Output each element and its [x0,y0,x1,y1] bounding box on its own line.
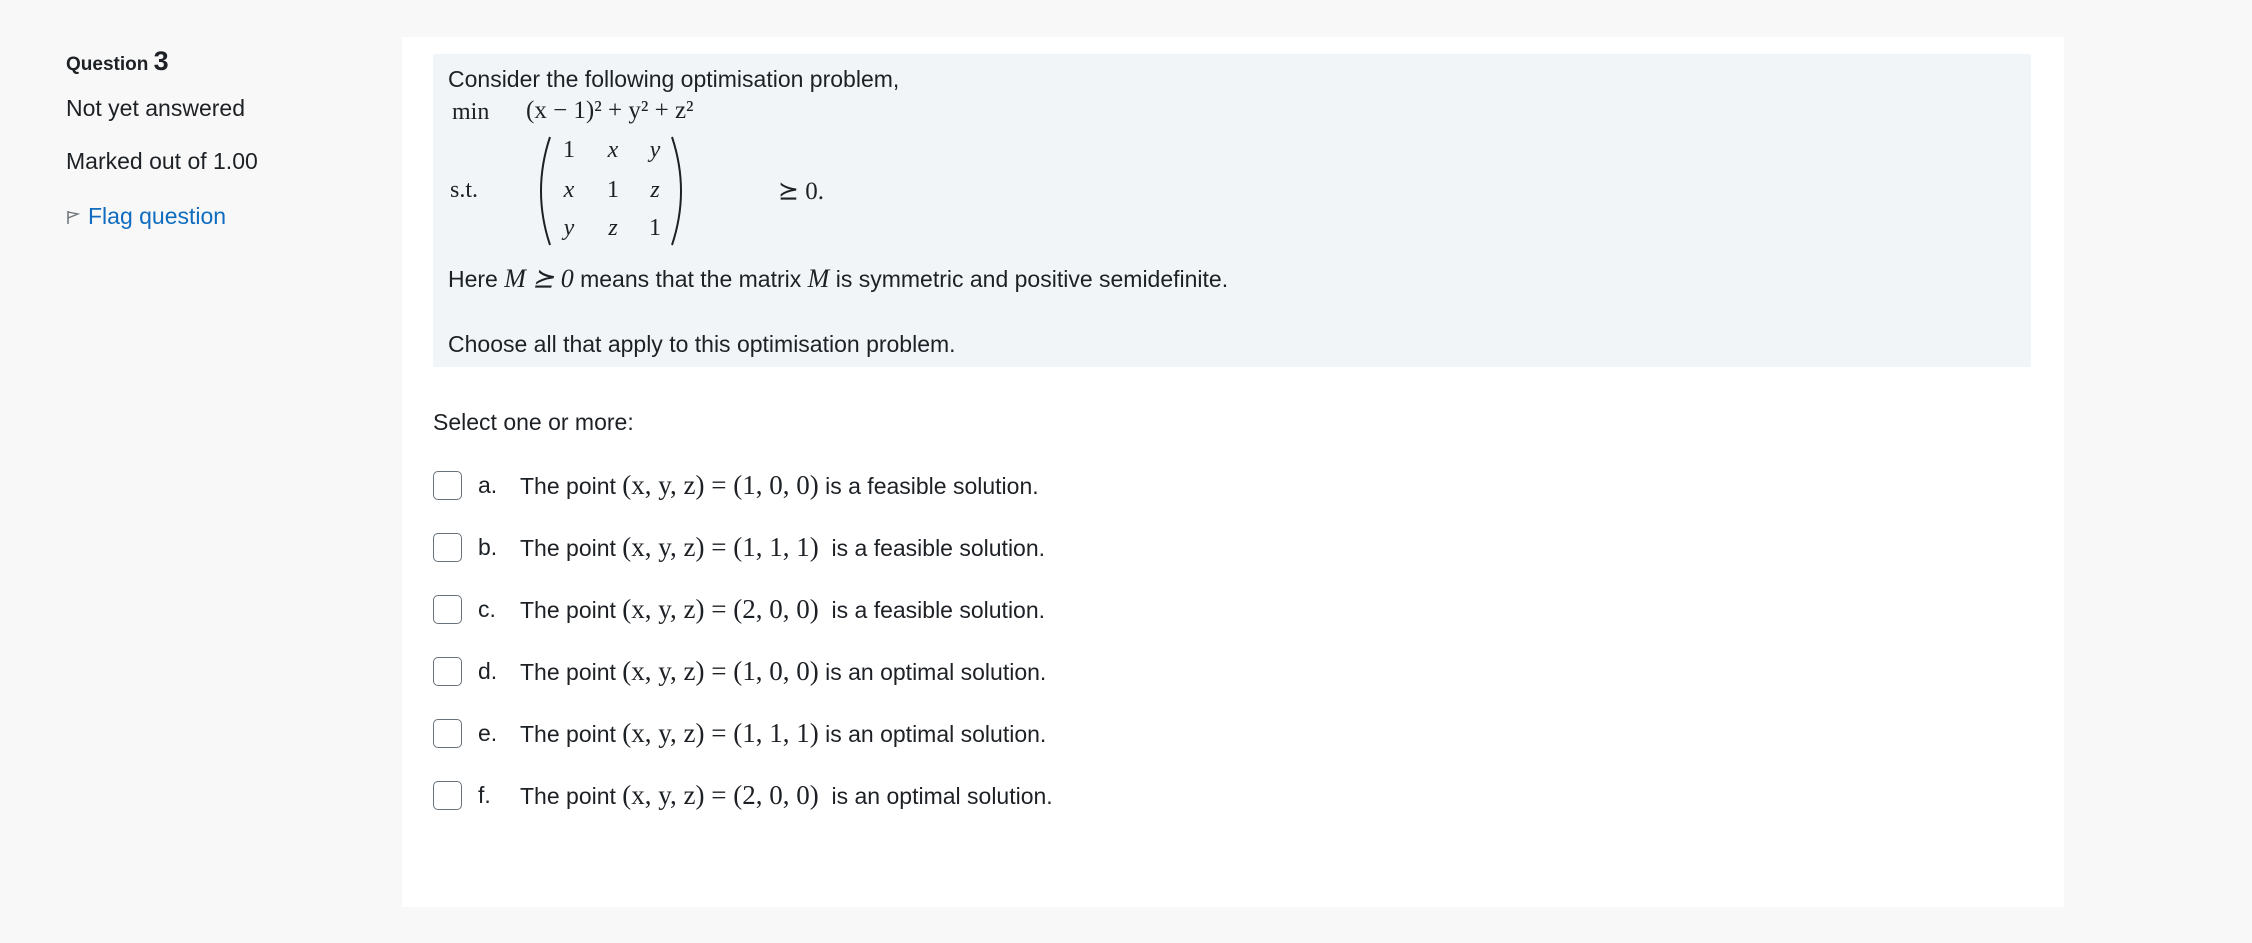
answer-checkbox[interactable] [433,781,462,810]
answer-text-pre: The point [520,596,623,623]
answer-text [520,780,1053,811]
answer-option-a[interactable] [433,454,1633,516]
matrix-cell: x [563,177,575,203]
answer-text [520,656,1046,687]
flag-question-link[interactable] [66,201,366,231]
question-grade: Marked out of 1.00 [66,148,258,174]
answer-text-post: is a feasible solution. [818,596,1046,623]
answer-checkbox[interactable] [433,471,462,500]
matrix-cell: x [607,137,619,163]
answer-block [433,409,1633,826]
answer-text-post: is an optimal solution. [818,782,1053,809]
answer-text-post: is a feasible solution. [818,472,1039,499]
answer-checkbox[interactable] [433,657,462,686]
flag-question-label: Flag question [88,202,227,229]
psd-note-pre: Here [448,266,505,292]
answer-list [433,454,1633,826]
answer-letter: d. [478,657,498,684]
answer-checkbox[interactable] [433,533,462,562]
psd-constraint: ⪰ 0. [778,178,824,205]
answer-text [520,718,1046,749]
answer-text-pre: The point [520,658,623,685]
answer-text-pre: The point [520,472,623,499]
optimisation-problem [448,97,2016,257]
answer-checkbox[interactable] [433,595,462,624]
flag-icon [66,201,80,231]
answer-option-d[interactable] [433,640,1633,702]
min-label: min [452,99,490,125]
matrix-cell: 1 [563,137,575,163]
answer-letter: a. [478,471,498,498]
matrix-cell: 1 [649,215,661,241]
matrix-cell: y [649,137,661,163]
matrix-cell: y [563,215,575,241]
answer-math: (x, y, z) = (1, 0, 0) [622,469,819,500]
answer-option-f[interactable] [433,764,1633,826]
psd-note-mid: means that the matrix [573,266,808,292]
answer-letter: b. [478,533,498,560]
answer-text [520,594,1045,625]
question-info [66,46,366,231]
answer-checkbox[interactable] [433,719,462,748]
answer-letter: c. [478,595,496,622]
answer-math: (x, y, z) = (1, 0, 0) [622,655,819,686]
answer-text-post: is an optimal solution. [818,658,1047,685]
psd-note-post: is symmetric and positive semidefinite. [829,266,1229,292]
answer-text-post: is a feasible solution. [818,534,1046,561]
question-instruction: Choose all that apply to this optimisation problem. [448,331,956,357]
matrix-cell: 1 [607,177,619,203]
answer-text-pre: The point [520,782,623,809]
psd-note-math: M ⪰ 0 [504,264,574,293]
constraint-matrix [536,135,686,247]
answer-text-post: is an optimal solution. [818,720,1047,747]
question-number-value: 3 [153,46,169,76]
question-content [402,37,2064,907]
answer-option-c[interactable] [433,578,1633,640]
answer-option-b[interactable] [433,516,1633,578]
answer-math: (x, y, z) = (1, 1, 1) [622,531,819,562]
answer-math: (x, y, z) = (2, 0, 0) [622,593,819,624]
psd-note-math2: M [807,264,830,293]
question-label: Question [66,54,149,75]
matrix-cell: z [608,215,618,241]
answer-letter: e. [478,719,498,746]
objective-function: (x − 1)² + y² + z² [526,97,694,124]
question-state: Not yet answered [66,95,245,121]
answer-text-pre: The point [520,534,623,561]
psd-note [448,264,1228,294]
subject-to-label: s.t. [450,177,479,203]
answer-text [520,470,1039,501]
answer-text-pre: The point [520,720,623,747]
answer-letter: f. [478,781,491,808]
answer-math: (x, y, z) = (2, 0, 0) [622,779,819,810]
answer-text [520,532,1045,563]
answer-option-e[interactable] [433,702,1633,764]
question-formulation [433,54,2031,367]
matrix-cell: z [650,177,660,203]
answer-math: (x, y, z) = (1, 1, 1) [622,717,819,748]
question-intro: Consider the following optimisation problem, [448,66,900,92]
question-number [66,46,366,77]
answer-prompt: Select one or more: [433,409,634,435]
